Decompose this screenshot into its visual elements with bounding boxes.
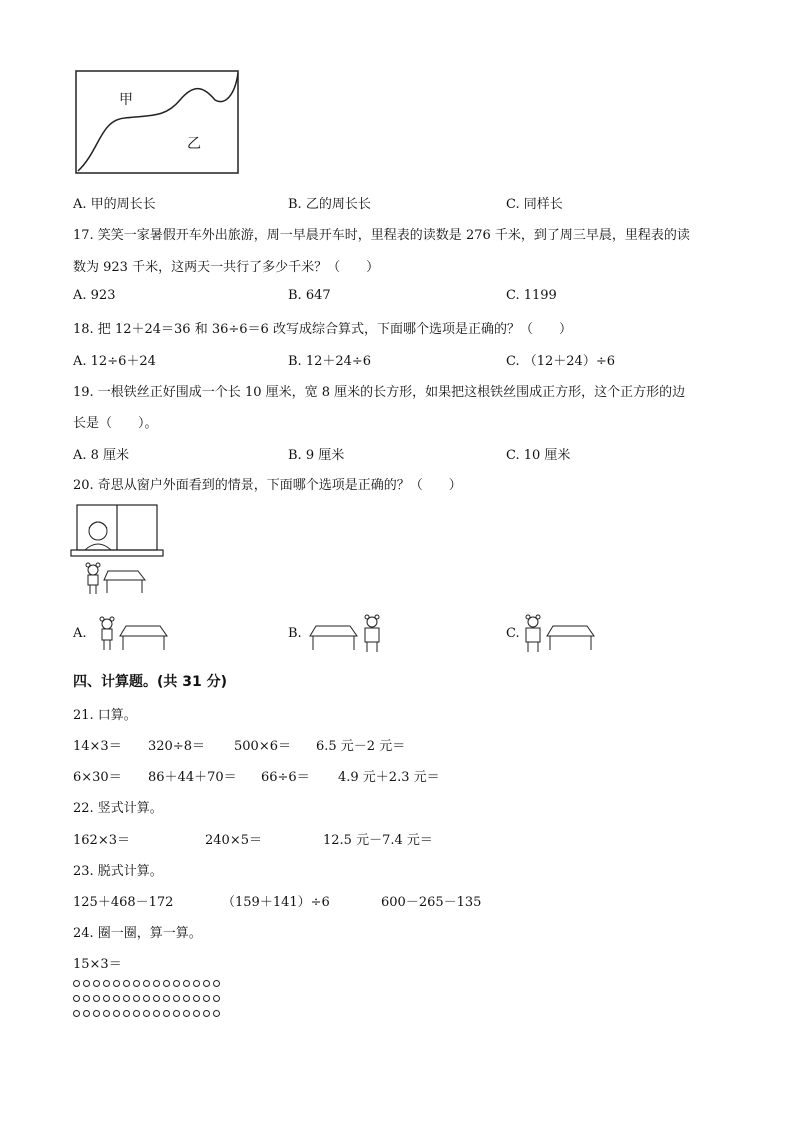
circle-dot[interactable] (183, 995, 190, 1002)
q18-option-b[interactable]: B. 12＋24÷6 (288, 354, 372, 369)
circle-dot[interactable] (203, 995, 210, 1002)
q20-option-a[interactable]: A. (73, 626, 87, 641)
region-yi-label: 乙 (187, 136, 201, 152)
circle-dot[interactable] (213, 980, 220, 987)
q21-item: 6.5 元－2 元＝ (316, 739, 406, 754)
circle-dot[interactable] (133, 995, 140, 1002)
table-figure (104, 571, 145, 593)
circle-dot[interactable] (133, 980, 140, 987)
q19-text-line2: 长是（ ）。 (73, 416, 158, 431)
circle-dot[interactable] (73, 995, 80, 1002)
circle-dot[interactable] (193, 995, 200, 1002)
circle-dot[interactable] (193, 1010, 200, 1017)
q18-option-c[interactable]: C. （12＋24）÷6 (506, 354, 615, 369)
q21-item: 6×30＝ (73, 770, 122, 785)
q21-title: 21. 口算。 (73, 708, 137, 723)
q20-option-c-illustration (526, 615, 594, 652)
circle-dot[interactable] (173, 995, 180, 1002)
q20-text-line1: 20. 奇思从窗户外面看到的情景，下面哪个选项是正确的？（ ） (73, 478, 462, 493)
q17-text-line1: 17. 笑笑一家暑假开车外出旅游，周一早晨开车时，里程表的读数是 276 千米，到了周三早晨，里程表的读 (73, 228, 690, 243)
q18-text-line1: 18. 把 12＋24＝36 和 36÷6＝6 改写成综合算式，下面哪个选项是正确的？（ ） (73, 322, 572, 337)
circle-dot[interactable] (103, 980, 110, 987)
circle-dot[interactable] (143, 980, 150, 987)
q21-item: 500×6＝ (234, 739, 291, 754)
q20-option-b-illustration (310, 615, 379, 652)
q19-option-a[interactable]: A. 8 厘米 (73, 448, 130, 463)
circle-dot[interactable] (193, 980, 200, 987)
circle-dot[interactable] (153, 995, 160, 1002)
q17-option-c[interactable]: C. 1199 (506, 288, 557, 303)
q20-option-b[interactable]: B. (288, 626, 302, 641)
circle-dot[interactable] (93, 980, 100, 987)
circle-dot[interactable] (213, 1010, 220, 1017)
circle-dot[interactable] (93, 1010, 100, 1017)
q19-option-c[interactable]: C. 10 厘米 (506, 448, 571, 463)
q17-option-a[interactable]: A. 923 (73, 288, 116, 303)
circle-dot[interactable] (123, 995, 130, 1002)
q24-title: 24. 圈一圈，算一算。 (73, 926, 202, 941)
q21-item: 86＋44＋70＝ (148, 770, 237, 785)
circle-dot[interactable] (103, 1010, 110, 1017)
circle-dot[interactable] (83, 995, 90, 1002)
circle-dot[interactable] (143, 995, 150, 1002)
q17-option-b[interactable]: B. 647 (288, 288, 331, 303)
girl-figure (86, 563, 100, 594)
q23-item: 600－265－135 (381, 895, 482, 910)
q22-item: 12.5 元－7.4 元＝ (323, 833, 433, 848)
q23-item: （159＋141）÷6 (222, 895, 330, 910)
circle-dot[interactable] (143, 1010, 150, 1017)
circle-dot[interactable] (73, 980, 80, 987)
q20-option-a-illustration (100, 617, 167, 650)
circle-dot[interactable] (73, 1010, 80, 1017)
q23-item: 125＋468－172 (73, 895, 174, 910)
q16-option-b[interactable]: B. 乙的周长长 (288, 197, 371, 212)
circle-dot[interactable] (163, 980, 170, 987)
circle-dot[interactable] (203, 1010, 210, 1017)
circle-dot[interactable] (113, 995, 120, 1002)
q22-item: 240×5＝ (205, 833, 262, 848)
q24-expression: 15×3＝ (73, 957, 122, 972)
q16-option-a[interactable]: A. 甲的周长长 (73, 197, 156, 212)
person-in-window (85, 522, 111, 550)
circle-row (73, 1006, 223, 1016)
circle-dot[interactable] (83, 1010, 90, 1017)
circle-dot[interactable] (113, 1010, 120, 1017)
circle-dot[interactable] (123, 1010, 130, 1017)
circle-dot[interactable] (133, 1010, 140, 1017)
q16-option-c[interactable]: C. 同样长 (506, 197, 563, 212)
section-4-title: 四、计算题。(共 31 分) (73, 674, 228, 690)
circle-dot[interactable] (93, 995, 100, 1002)
q22-title: 22. 竖式计算。 (73, 801, 163, 816)
circle-dot[interactable] (183, 980, 190, 987)
circle-dot[interactable] (183, 1010, 190, 1017)
circle-dot[interactable] (83, 980, 90, 987)
circle-row (73, 976, 223, 986)
circle-dot[interactable] (113, 980, 120, 987)
q21-item: 320÷8＝ (148, 739, 205, 754)
q22-item: 162×3＝ (73, 833, 130, 848)
circle-dot[interactable] (123, 980, 130, 987)
circle-dot[interactable] (163, 995, 170, 1002)
q21-item: 66÷6＝ (261, 770, 310, 785)
circle-dot[interactable] (213, 995, 220, 1002)
q23-title: 23. 脱式计算。 (73, 864, 163, 879)
circle-dot[interactable] (173, 980, 180, 987)
circle-row (73, 991, 223, 1001)
region-jia-label: 甲 (119, 92, 133, 108)
q18-option-a[interactable]: A. 12÷6＋24 (73, 354, 156, 369)
window-frame (71, 505, 163, 556)
q21-item: 14×3＝ (73, 739, 122, 754)
q19-text-line1: 19. 一根铁丝正好围成一个长 10 厘米，宽 8 厘米的长方形，如果把这根铁丝围成正方形，这个正方形的边 (73, 385, 686, 400)
q20-option-c[interactable]: C. (506, 626, 520, 641)
circle-dot[interactable] (153, 1010, 160, 1017)
circle-dot[interactable] (153, 980, 160, 987)
q19-option-b[interactable]: B. 9 厘米 (288, 448, 345, 463)
circle-dot[interactable] (103, 995, 110, 1002)
circle-dot[interactable] (163, 1010, 170, 1017)
q17-text-line2: 数为 923 千米，这两天一共行了多少千米？（ ） (73, 260, 380, 275)
q21-item: 4.9 元＋2.3 元＝ (338, 770, 440, 785)
circle-dot[interactable] (203, 980, 210, 987)
circle-dot[interactable] (173, 1010, 180, 1017)
